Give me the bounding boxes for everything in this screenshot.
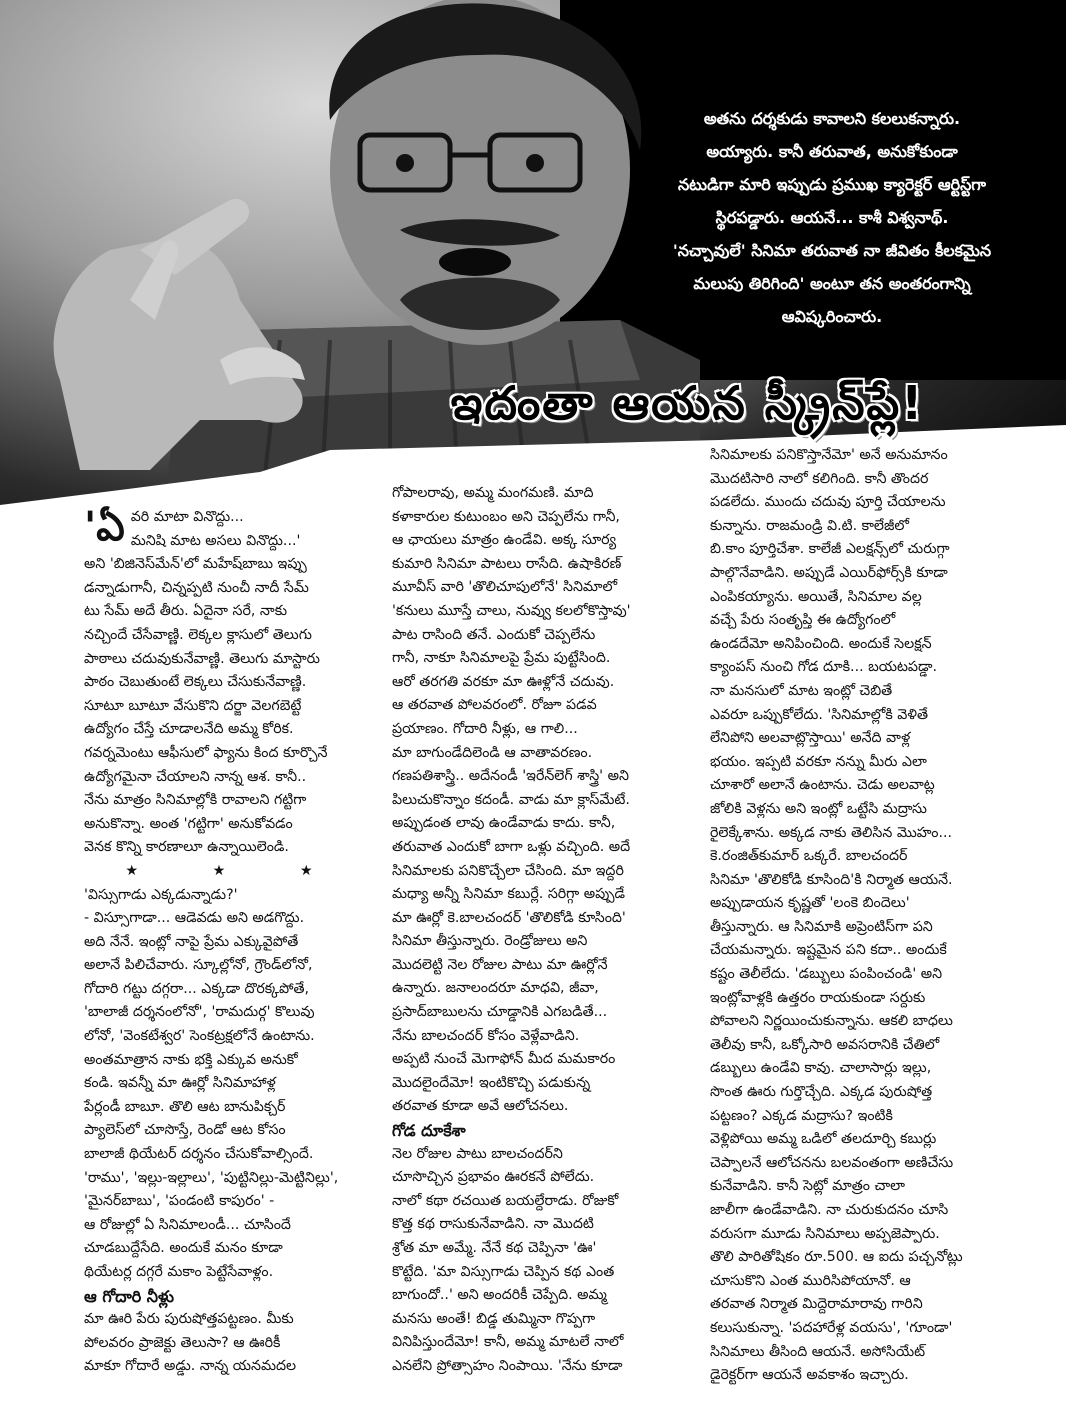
article-line: మనిషి మాట అసలు వినొద్దు...' [130, 532, 301, 549]
article-line: సినిమాలకు పనికొస్తానేమో' అనే అనుమానం [710, 447, 948, 463]
article-line: పేర్లండీ బాబూ. తొలి ఆట బానుపిక్చర్ [84, 1098, 286, 1115]
article-line: టు సేమ్ అదే తీరు. ఏదైనా సరే, నాకు [84, 603, 288, 620]
article-line: ప్రసాద్‌బాబులను చూడ్డానికి ఎగబడితే... [392, 1004, 608, 1021]
article-line: మొదలెట్టి నెల రోజుల పాటు మా ఊర్లోనే [392, 956, 608, 973]
article-line: ప్యాలెస్‌లో చూసొస్తే, రెండో ఆట కోసం [84, 1122, 286, 1139]
drop-cap: 'ఏ [84, 504, 125, 550]
article-line: నెల రోజుల పాటు బాలచందర్‌ని [392, 1145, 563, 1162]
article-line: చూడబుద్దేసేది. అందుకే మనం కూడా [84, 1240, 283, 1257]
article-line: చేయమన్నారు. ఇష్టమైన పని కదా.. అందుకే [710, 942, 947, 959]
article-line: ఉండదేమో అనిపించింది. అందుకే సెలక్షన్ [710, 635, 932, 652]
article-line: చూశారో అలానే ఉంటాను. చెడు అలవాట్ల [710, 777, 935, 794]
article-line: వచ్చే పేరు సంతృప్తి ఈ ఉద్యోగంలో [710, 612, 896, 629]
article-line: మా ఊరి పేరు పురుషోత్తపట్టణం. మీకు [84, 1311, 294, 1328]
article-line: థియేటర్ల దగ్గరే మకాం పెట్టేసేవాళ్లం. [84, 1264, 274, 1280]
article-line: తరవాత కూడా అవే ఆలోచనలు. [392, 1098, 569, 1115]
article-line: గోపాలరావు, అమ్మ మంగమణి. మాది [392, 485, 594, 501]
article-line: అనుకొన్నా. అంత 'గట్టిగా' అనుకోవడం [84, 815, 293, 832]
article-line: సినిమా తీస్తున్నారు. రెండ్రోజులు అని [392, 933, 588, 950]
article-line: సినిమా 'తొలికోడి కూసింది'కి నిర్మాత ఆయనే. [710, 871, 953, 888]
header-banner [0, 0, 1066, 520]
article-line: అప్పుడాయన కృష్ణతో 'లంకె బిందెలు' [710, 895, 910, 912]
intro-line: స్థిరపడ్డారు. ఆయనే... కాశీ విశ్వనాథ్. [715, 208, 949, 227]
article-line: కొట్టేది. 'మా విస్సుగాడు చెప్పిన కథ ఎంత [392, 1263, 615, 1280]
intro-line: నటుడిగా మారి ఇప్పుడు ప్రముఖ క్యారెక్టర్ ఆర్టిస్ట్‌గా [677, 175, 987, 194]
article-column-3 [710, 444, 1008, 1388]
article-line: పాఠం చెబుతుంటే లెక్కలు చేసుకునేవాణ్ణి. [84, 674, 307, 691]
article-line: ఆ ఛాయలు మాత్రం ఉండేవి. అక్క సూర్య [392, 532, 617, 549]
article-line: లోనో, 'వెంకటేశ్వర' సెంకట్రక్షలోనే ఉంటాను. [84, 1028, 315, 1045]
article-line: మా ఊర్లో కె.బాలచందర్ 'తొలికోడి కూసింది' [392, 909, 626, 926]
article-line: మూవీస్ వారి 'తొలిచూపులోనే' సినిమాలో [392, 579, 618, 596]
article-line: నా మనసులో మాట ఇంట్లో చెబితే [710, 682, 893, 699]
intro-line: అతను దర్శకుడు కావాలని కలలుకన్నారు. [703, 109, 961, 128]
article-line: కలుసుకున్నా. 'పదహారేళ్ల వయసు', 'గూండా' [710, 1319, 953, 1336]
article-line: వరి మాటా వినొద్దు... [130, 509, 244, 525]
article-line: ఎనలేని ప్రోత్సాహం నింపాయి. 'నేను కూడా [392, 1357, 623, 1374]
article-line: చూసొచ్చిన ప్రభావం ఊరకనే పోలేదు. [392, 1169, 595, 1186]
article-line: పడలేదు. ముందు చదువు పూర్తి చేయాలను [710, 494, 946, 511]
article-line: తెలీవు కానీ, ఒక్కోసారి అవసరానికి చేతిలో [710, 1036, 940, 1053]
article-line: గానీ, నాకూ సినిమాలపై ప్రేమ పుట్టేసింది. [392, 650, 611, 667]
article-line: మనసు అంతే! బిడ్డ తుమ్మినా గొప్పగా [392, 1310, 596, 1327]
intro-line: 'నచ్చావులే' సినిమా తరువాత నా జీవితం కీలకమైన [672, 241, 992, 260]
article-line: వరుసగా మూడు సినిమాలు అప్పజెప్పారు. [710, 1225, 940, 1242]
subheading-goda-dukesha: గోడ దూకేశా [392, 1121, 466, 1141]
article-line: సినిమాలు తీసింది ఆయనే. అసోసియేట్ [710, 1343, 926, 1360]
article-line: మా బాగుండేదిలెండి ఆ వాతావరణం. [392, 744, 593, 761]
article-line: వెనక కొన్ని కారణాలూ ఉన్నాయిలెండి. [84, 839, 289, 856]
article-line: కొత్త కథ రాసుకునేవాడిని. నా మొదటి [392, 1216, 594, 1233]
article-line: డైరెక్టర్‌గా ఆయనే అవకాశం ఇచ్చారు. [710, 1367, 909, 1384]
article-line: తొలి పారితోషికం రూ.500. ఆ ఐదు పచ్చనోట్లు [710, 1249, 963, 1266]
article-line: భయం. ఇప్పటి వరకూ నన్ను మీరు ఎలా [710, 753, 927, 770]
article-line: మొదటిసారి నాలో కలిగింది. కానీ తొందర [710, 470, 929, 487]
article-line: బాగుందో..' అని అందరికీ చెప్పేది. అమ్మ [392, 1287, 607, 1304]
article-line: పోవాలని నిర్ణయించుకున్నాను. ఆకలి బాధలు [710, 1013, 953, 1030]
article-line: డబ్బులు ఉండేవి కావు. చాలాసార్లు ఇల్లు, [710, 1060, 932, 1077]
article-line: ఉద్యోగం చేస్తే చూడాలనేది అమ్మ కోరిక. [84, 721, 294, 738]
article-line: అలానే పిలిచేవారు. స్కూల్లోనో, గ్రౌండ్‌లోనో, [84, 957, 313, 974]
article-line: నేను మాత్రం సినిమాల్లోకి రావాలని గట్టిగా [84, 792, 307, 809]
article-line: రైలెక్కేశాను. అక్కడ నాకు తెలిసిన మొహం... [710, 824, 952, 841]
article-line: 'రాము', 'ఇల్లు-ఇల్లాలు', 'పుట్టినిల్లు-మెట్టినిల్లు', [84, 1169, 339, 1186]
headline: ఇదంతా ఆయన స్క్రీన్‌ప్లే! [450, 376, 925, 430]
article-line: - విస్సూగాడా... ఆడెవడు అని అడగొద్దు. [84, 910, 305, 927]
article-line: లేనిపోని అలవాట్లొస్తాయి' అనేది వాళ్ల [710, 730, 911, 747]
article-line: అని 'బిజినెస్‌మేన్‌'లో మహేష్‌బాబు ఇప్పు [84, 556, 307, 573]
article-line: కుమారి సినిమా పాటలు రాసేది. ఉషాకిరణ్ [392, 555, 622, 572]
article-line: తరవాత నిర్మాత మిద్దెరామారావు గారిని [710, 1296, 923, 1313]
article-line: ఉన్నారు. జనాలందరూ మాధవి, జీవా, [392, 980, 599, 997]
article-line: అప్పుడంత లావు ఉండేవాడు కాదు. కానీ, [392, 815, 616, 832]
article-line: కునేవాడిని. కానీ సెట్లో మాత్రం చాలా [710, 1178, 905, 1195]
article-line: జోలికి వెళ్లను అని ఇంట్లో ఒట్టేసి మద్రాసు [710, 800, 927, 817]
intro-line: ఆవిష్కరించారు. [781, 307, 883, 326]
article-line: డన్నాడుగానీ, చిన్నప్పటి నుంచీ నాదీ సేమ్ [84, 579, 309, 596]
article-line: ప్రయాణం. గోదారి నీళ్లు, ఆ గాలి... [392, 720, 578, 737]
intro-line: మలుపు తిరిగింది' అంటూ తన అంతరంగాన్ని [693, 274, 971, 293]
article-line: మధ్యా అన్నీ సినిమా కబుర్లే. సరిగ్గా అప్పుడే [392, 886, 626, 903]
article-line: 'మైనర్‌బాబు', 'పండంటి కాపురం' - [84, 1193, 275, 1210]
article-line: కళాకారుల కుటుంబం అని చెప్పలేను గానీ, [392, 508, 620, 525]
article-line: నేను బాలచందర్ కోసం వెళ్లేవాడిని. [392, 1027, 580, 1044]
article-line: నాలో కథా రచయిత బయల్దేరాడు. రోజుకో [392, 1192, 619, 1209]
article-line: పాఠాలు చదువుకునేవాణ్ణి. తెలుగు మాస్టారు [84, 650, 320, 667]
article-line: గవర్నమెంటు ఆఫీసులో ఫ్యాను కింద కూర్చొనే [84, 744, 328, 761]
section-stars: ★ ★ ★ [125, 862, 313, 879]
article-line: పిలుచుకొన్నాం కదండీ. వాడు మా క్లాస్‌మేటే. [392, 791, 630, 808]
article-line: పట్టణం? ఎక్కడ మద్రాసు? ఇంటికి [710, 1107, 893, 1124]
article-line: మొదలైందేమో! ఇంటికొచ్చి పడుకున్న [392, 1074, 591, 1091]
article-line: 'కనులు మూస్తే చాలు, నువ్వు కలలోకొస్తావు' [392, 602, 631, 619]
article-line: బి.కాం పూర్తిచేశా. కాలేజీ ఎలక్షన్స్‌లో చురుగ్గా [710, 541, 950, 558]
article-line: సొంత ఊరు గుర్తొచ్చేది. ఎక్కడ పురుషోత్త [710, 1084, 933, 1101]
article-line: సినిమాలకు పనికొచ్చేలా చేసింది. మా ఇద్దరి [392, 862, 624, 879]
article-line: మాకూ గోదారే అడ్డు. నాన్న యనమదల [84, 1358, 297, 1375]
article-line: ఎంపికయ్యాను. అయితే, సినిమాల వల్ల [710, 588, 922, 605]
article-line: తీస్తున్నారు. ఆ సినిమాకి అప్రెంటిస్‌గా పని [710, 918, 933, 935]
subheading-godari: ఆ గోదారి నీళ్లు [84, 1286, 174, 1306]
article-line: పాల్గొనేవాడిని. అప్పుడే ఎయిర్‌ఫోర్స్‌కి కూడా [710, 564, 948, 581]
article-line: ఆ రోజుల్లో ఏ సినిమాలండీ... చూసిందే [84, 1216, 291, 1233]
article-line: సూటూ బూటూ వేసుకొని దర్జా వెలగబెట్టే [84, 697, 302, 714]
article-column-1 [84, 506, 354, 1379]
article-line: 'బాలాజీ దర్శనంలోనో', 'రామదుర్గ' కొలువు [84, 1004, 315, 1021]
article-line: నచ్చిందే చేసేవాణ్ణి. లెక్కల క్లాసులో తెలుగు [84, 626, 312, 643]
article-line: ఉద్యోగమైనా చేయాలని నాన్న ఆశ. కానీ.. [84, 768, 307, 785]
article-line: కండి. ఇవన్నీ మా ఊర్లో సినిమాహాళ్ల [84, 1075, 276, 1092]
article-line: ఇంట్లోవాళ్లకి ఉత్తరం రాయకుండా సర్దుకు [710, 989, 926, 1006]
article-line: బాలాజీ థియేటర్ దర్శనం చేసుకోవాల్సిందే. [84, 1146, 314, 1163]
article-line: గోదారి గట్టు దగ్గరా... ఎక్కడా దొరక్కపోతే, [84, 980, 310, 997]
article-line: జాలీగా ఉండేవాడిని. నా చురుకుదనం చూసి [710, 1202, 949, 1218]
article-line: కష్టం తెలీలేదు. 'డబ్బులు పంపించండి' అని [710, 966, 943, 983]
article-line: ఆరో తరగతి వరకూ మా ఊళ్లోనే చదువు. [392, 673, 615, 690]
article-line: పోలవరం ప్రాజెక్టు తెలుసా? ఆ ఊరికీ [84, 1334, 281, 1351]
article-line: చెప్పాలనే ఆలోచనను బలవంతంగా అణిచేసు [710, 1154, 954, 1171]
intro-text [622, 102, 1042, 333]
article-line: శ్రోత మా అమ్మే. నేనే కథ చెప్పినా 'ఊ' [392, 1240, 597, 1256]
article-line: అంతమాత్రాన నాకు భక్తి ఎక్కువ అనుకో [84, 1051, 298, 1068]
article-line: అది నేనే. ఇంట్లో నాపై ప్రేమ ఎక్కువైపోతే [84, 933, 299, 950]
article-line: ఎవరూ ఒప్పుకోలేదు. 'సినిమాల్లోకి వెళితే [710, 706, 929, 723]
article-line: తరువాత ఎందుకో బాగా ఒళ్లు వచ్చింది. అదే [392, 838, 631, 855]
article-line: గణపతిశాస్త్రి.. అదేనండీ 'ఇరేన్‌లెగ్ శాస్త్రి' అని [392, 768, 629, 785]
article-line: పాట రాసింది తనే. ఎందుకో చెప్పలేను [392, 626, 596, 643]
article-line: కున్నాను. రాజమండ్రి వి.టి. కాలేజీలో [710, 517, 909, 534]
article-line: చూసుకొని ఎంత మురిసిపోయానో. ఆ [710, 1272, 911, 1289]
article-line: 'విస్సుగాడు ఎక్కడున్నాడు?' [84, 886, 238, 903]
article-column-2 [392, 482, 682, 1379]
intro-line: అయ్యారు. కానీ తరువాత, అనుకోకుండా [706, 142, 958, 161]
article-line: వెళ్లిపోయి అమ్మ ఒడిలో తలదూర్చి కబుర్లు [710, 1131, 937, 1148]
article-line: అప్పటి నుంచే మెగాఫోన్ మీద మమకారం [392, 1051, 616, 1068]
article-line: కె.రంజిత్‌కుమార్ ఒక్కరే. బాలచందర్ [710, 848, 908, 865]
article-line: ఆ తరవాత పోలవరంలో. రోజూ పడవ [392, 697, 597, 714]
article-line: వినిపిస్తుందేమో! కానీ, అమ్మ మాటలే నాలో [392, 1334, 624, 1351]
article-line: క్యాంపస్ నుంచి గోడ దూకి... బయటపడ్డా. [710, 659, 937, 676]
